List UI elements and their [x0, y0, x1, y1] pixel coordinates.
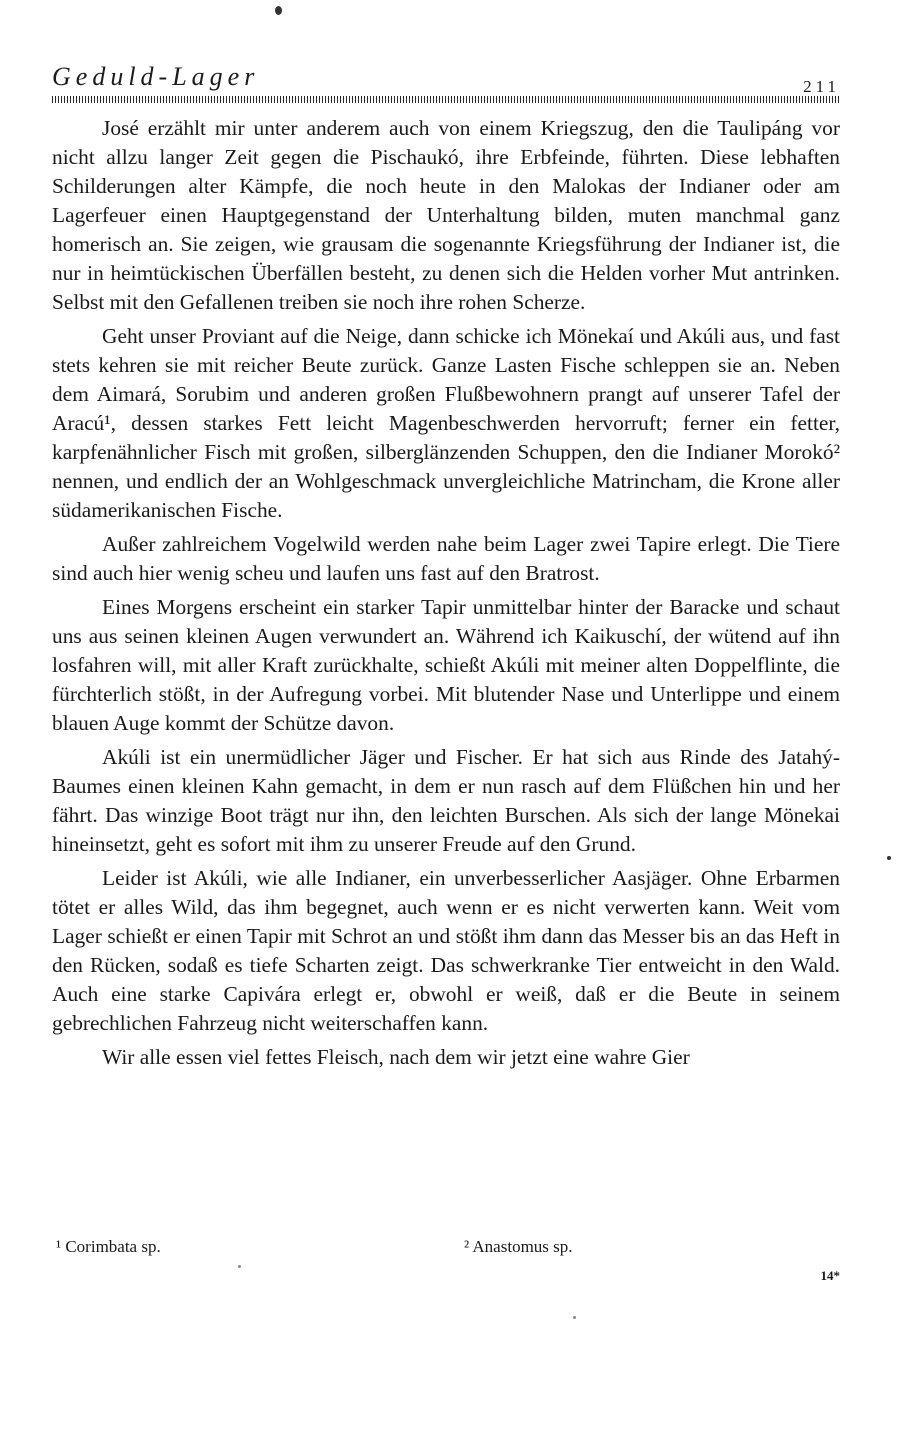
paragraph: Eines Morgens erscheint ein starker Tapir unmittelbar hinter der Baracke und schaut uns aus seinen kleinen Augen verwundert an. Während ich Kaikuschí, der wütend auf ihn losfahren will, mit aller Kraft zurückhalte, schießt Akúli mit meiner alten Doppelflinte, die fürchterlich stößt, in der Aufregung vorbei. Mit blutender Nase und Unterlippe und einem blauen Auge kommt der Schütze davon. — [52, 595, 840, 735]
ink-speck-right — [887, 856, 891, 860]
header-rule — [52, 96, 840, 103]
paragraph: José erzählt mir unter anderem auch von einem Kriegszug, den die Taulipáng vor nicht allzu langer Zeit gegen die Pischaukó, ihre Erbfeinde, führten. Diese lebhaften Schilderungen alter Kämpfe, die noch heute in den Malokas der Indianer oder am Lagerfeuer einen Hauptgegenstand der Unterhaltung bilden, muten manchmal ganz homerisch an. Sie zeigen, wie grausam die sogenannte Kriegsführung der Indianer ist, die nur in heimtückischen Überfällen besteht, zu denen sich die Helden vorher Mut antrinken. Selbst mit den Gefallenen treiben sie noch ihre rohen Scherze. — [52, 116, 840, 314]
footnote-1: ¹ Corimbata sp. — [56, 1237, 161, 1256]
paragraph: Außer zahlreichem Vogelwild werden nahe beim Lager zwei Tapire erlegt. Die Tiere sind auch hier wenig scheu und laufen uns fast auf den Bratrost. — [52, 532, 840, 585]
body-text — [52, 114, 840, 1077]
paragraph: Leider ist Akúli, wie alle Indianer, ein unverbesserlicher Aasjäger. Ohne Erbarmen tötet er alles Wild, das ihm begegnet, auch wenn er es nicht verwerten kann. Weit vom Lager schießt er einen Tapir mit Schrot an und stößt ihm dann das Messer bis an das Heft in den Rücken, sodaß es tiefe Scharten zeigt. Das schwerkranke Tier entweicht in den Wald. Auch eine starke Capivára erlegt er, obwohl er weiß, daß er die Beute in seinem gebrechlichen Fahrzeug nicht weiterschaffen kann. — [52, 866, 840, 1035]
ink-speck-top — [275, 6, 282, 15]
footnote-2: ² Anastomus sp. — [464, 1237, 573, 1256]
paragraph: Akúli ist ein unermüdlicher Jäger und Fischer. Er hat sich aus Rinde des Jatahý-Baumes einen kleinen Kahn gemacht, in dem er nun rasch auf dem Flüßchen hin und her fährt. Das winzige Boot trägt nur ihn, den leichten Burschen. Als sich der lange Mönekai hineinsetzt, geht es sofort mit ihm zu unserer Freude auf den Grund. — [52, 745, 840, 856]
page-number: 211 — [803, 77, 840, 96]
paragraph: Wir alle essen viel fettes Fleisch, nach dem wir jetzt eine wahre Gier — [102, 1045, 690, 1069]
signature-mark: 14* — [820, 1268, 840, 1283]
ink-speck-bottom-2 — [573, 1316, 576, 1319]
ink-speck-bottom-1 — [238, 1265, 241, 1268]
running-head — [52, 62, 840, 102]
paragraph: Geht unser Proviant auf die Neige, dann schicke ich Mönekaí und Akúli aus, und fast stets kehren sie mit reicher Beute zurück. Ganze Lasten Fische schleppen sie an. Neben dem Aimará, Sorubim und anderen großen Flußbewohnern prangt auf unserer Tafel der Aracú¹, dessen starkes Fett leicht Magenbeschwerden hervorruft; ferner ein fetter, karpfenähnlicher Fisch mit großen, silberglänzenden Schuppen, den die Indianer Morokó² nennen, und endlich der an Wohlgeschmack unvergleichliche Matrincham, die Krone aller südamerikanischen Fische. — [52, 324, 840, 522]
running-title: Geduld-Lager — [52, 62, 260, 91]
footnotes — [52, 1237, 840, 1261]
